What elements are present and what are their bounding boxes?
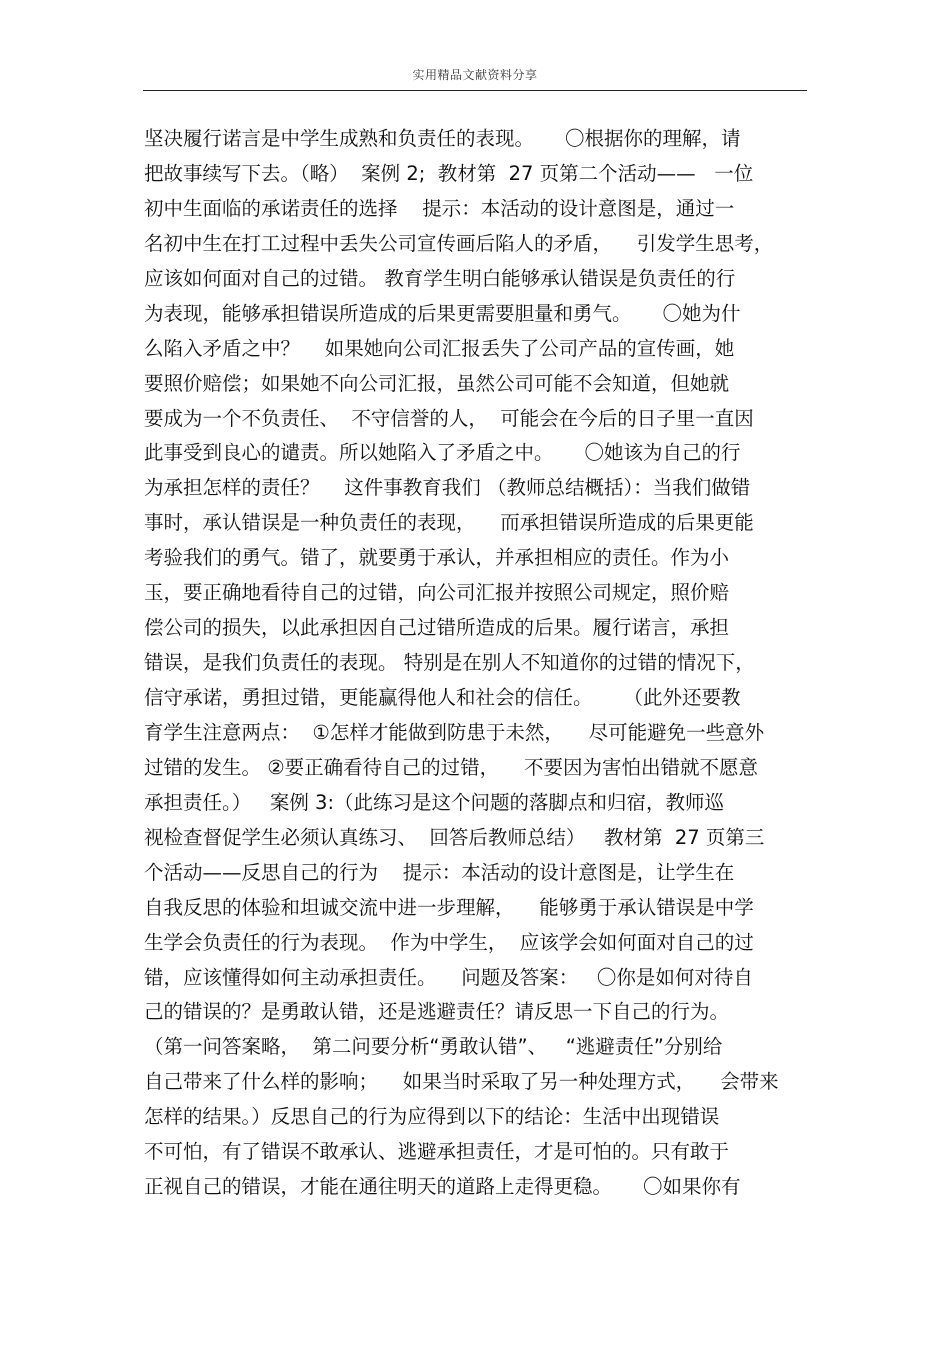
text-line: 自我反思的体验和坦诚交流中进一步理解， 能够勇于承认错误是中学 (144, 895, 754, 919)
text-line: 此事受到良心的谴责。所以她陷入了矛盾之中。 〇她该为自己的行 (144, 441, 741, 465)
text-line: 承担责任。） 案例 3:（此练习是这个问题的落脚点和归宿，教师巡 (144, 790, 725, 814)
text-line: 错误，是我们负责任的表现。 特别是在别人不知道你的过错的情况下， (144, 651, 755, 675)
text-line: 要照价赔偿；如果她不向公司汇报，虽然公司可能不会知道，但她就 (144, 371, 730, 395)
text-line: 己的错误的？是勇敢认错，还是逃避责任？请反思一下自己的行为。 (144, 1000, 730, 1024)
text-line: 初中生面临的承诺责任的选择 提示：本活动的设计意图是，通过一 (144, 196, 735, 220)
text-line: （第一问答案略， 第二问要分析“勇敢认错”、 “逃避责任”分别给 (144, 1035, 723, 1059)
text-line: 不可怕，有了错误不敢承认、逃避承担责任，才是可怕的。只有敢于 (144, 1140, 730, 1164)
text-line: 玉，要正确地看待自己的过错，向公司汇报并按照公司规定，照价赔 (144, 581, 730, 605)
text-line: 错，应该懂得如何主动承担责任。 问题及答案： 〇你是如何对待自 (144, 965, 753, 989)
text-line: 过错的发生。 ②要正确看待自己的过错， 不要因为害怕出错就不愿意 (144, 755, 758, 779)
text-line: 个活动——反思自己的行为 提示：本活动的设计意图是，让学生在 (144, 860, 735, 884)
text-line: 正视自己的错误，才能在通往明天的道路上走得更稳。 〇如果你有 (144, 1175, 741, 1199)
text-line: 坚决履行诺言是中学生成熟和负责任的表现。 〇根据你的理解，请 (144, 127, 741, 150)
text-line: 视检查督促学生必须认真练习、 回答后教师总结） 教材第 27 页第三 (144, 825, 765, 849)
text-line: 偿公司的损失，以此承担因自己过错所造成的后果。履行诺言，承担 (144, 616, 730, 640)
text-line: 要成为一个不负责任、 不守信誉的人， 可能会在今后的日子里一直因 (144, 406, 754, 430)
text-line: 为表现，能够承担错误所造成的后果更需要胆量和勇气。 〇她为什 (144, 301, 741, 325)
text-line: 么陷入矛盾之中？ 如果她向公司汇报丢失了公司产品的宣传画，她 (144, 336, 735, 360)
text-line: 信守承诺，勇担过错，更能赢得他人和社会的信任。 （此外还要教 (144, 686, 741, 709)
text-line: 生学会负责任的行为表现。 作为中学生， 应该学会如何面对自己的过 (144, 930, 754, 954)
text-line: 为承担怎样的责任？ 这件事教育我们 （教师总结概括）：当我们做错 (144, 476, 751, 500)
text-line: 事时，承认错误是一种负责任的表现， 而承担错误所造成的后果更能 (144, 511, 754, 535)
text-line: 自己带来了什么样的影响； 如果当时采取了另一种处理方式， 会带来 (144, 1070, 779, 1094)
page-header-title: 实用精品文献资料分享 (412, 68, 538, 82)
body-text (144, 122, 824, 1205)
text-line: 考验我们的勇气。错了，就要勇于承认，并承担相应的责任。作为小 (144, 546, 730, 570)
header-divider (143, 90, 807, 91)
text-line: 怎样的结果。）反思自己的行为应得到以下的结论：生活中出现错误 (144, 1105, 720, 1129)
text-line: 名初中生在打工过程中丢失公司宣传画后陷人的矛盾， 引发学生思考， (144, 231, 774, 255)
text-line: 育学生注意两点： ①怎样才能做到防患于未然， 尽可能避免一些意外 (144, 720, 765, 744)
text-line: 应该如何面对自己的过错。 教育学生明白能够承认错误是负责任的行 (144, 266, 736, 290)
text-line: 把故事续写下去。（略） 案例 2; 教材第 27 页第二个活动—— 一位 (144, 161, 754, 185)
